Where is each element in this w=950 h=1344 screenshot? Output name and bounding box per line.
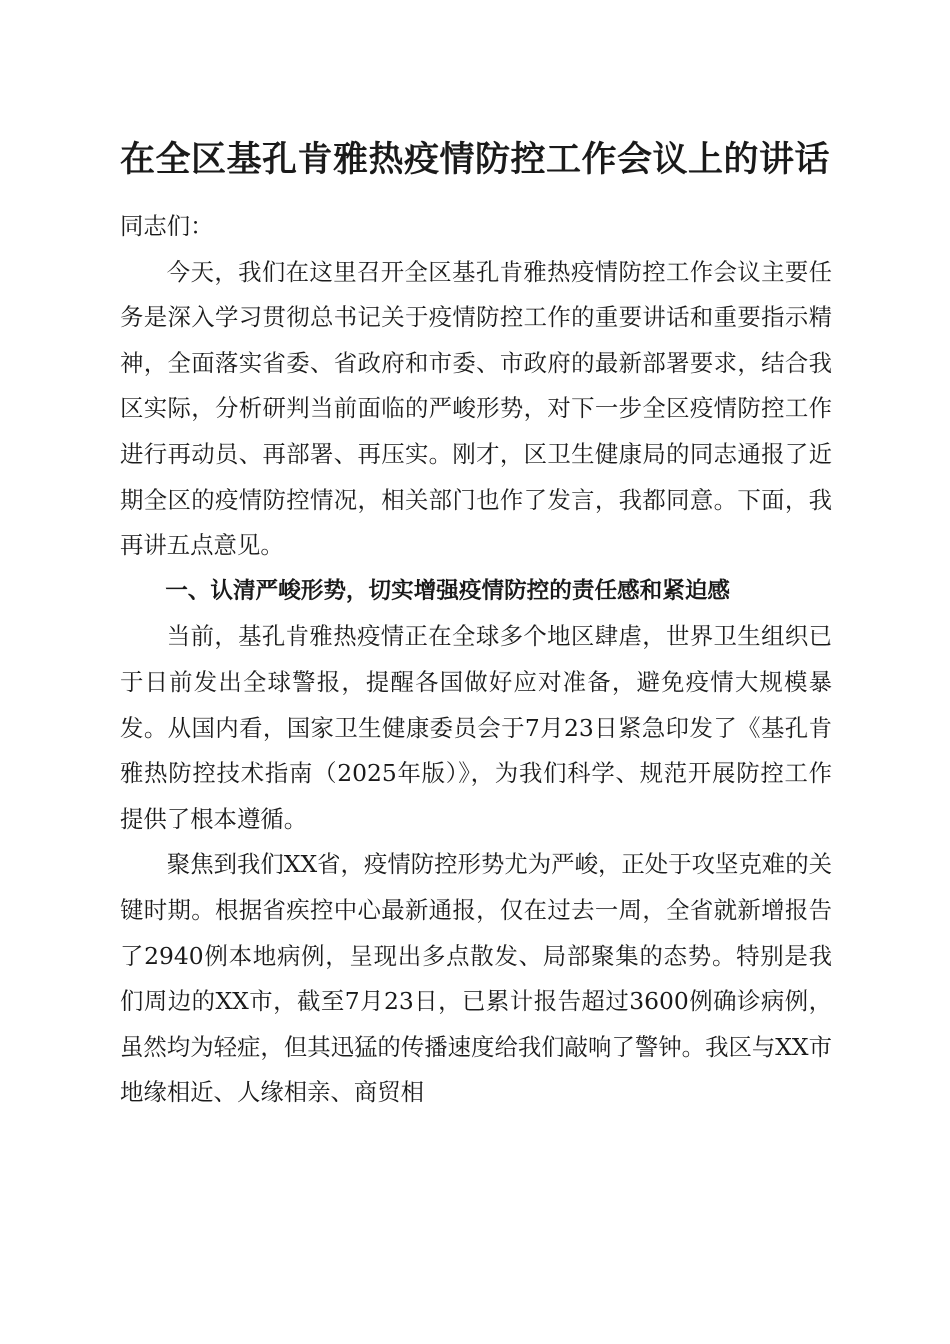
document-title: 在全区基孔肯雅热疫情防控工作会议上的讲话 xyxy=(119,139,830,180)
salutation: 同志们： xyxy=(120,212,214,240)
section-heading: 一、认清严峻形势，切实增强疫情防控的责任感和紧迫感 xyxy=(165,577,731,604)
document-body xyxy=(120,204,832,1116)
paragraph-opening: 今天，我们在这里召开全区基孔肯雅热疫情防控工作会议主要任务是深入学习贯彻总书记关于疫情防控工作的重要讲话和重要指示精神，全面落实省委、省政府和市委、市政府的最新部署要求，结合我区实际，分析研判当前面临的严峻形势，对下一步全区疫情防控工作进行再动员、再部署、再压实。刚才，区卫生健康局的同志通报了近期全区的疫情防控情况，相关部门也作了发言，我都同意。下面，我再讲五点意见。 xyxy=(120,257,832,560)
paragraph-province-situation: 聚焦到我们XX省，疫情防控形势尤为严峻，正处于攻坚克难的关键时期。根据省疾控中心最新通报，仅在过去一周，全省就新增报告了2940例本地病例，呈现出多点散发、局部聚集的态势。特别是我们周边的XX市，截至7月23日，已累计报告超过3600例确诊病例，虽然均为轻症，但其迅猛的传播速度给我们敲响了警钟。我区与XX市地缘相近、人缘相亲、商贸相 xyxy=(120,850,832,1107)
paragraph-global-situation: 当前，基孔肯雅热疫情正在全球多个地区肆虐，世界卫生组织已于日前发出全球警报，提醒各国做好应对准备，避免疫情大规模暴发。从国内看，国家卫生健康委员会于7月23日紧急印发了《基孔肯雅热防控技术指南（2025年版）》，为我们科学、规范开展防控工作提供了根本遵循。 xyxy=(120,622,832,833)
